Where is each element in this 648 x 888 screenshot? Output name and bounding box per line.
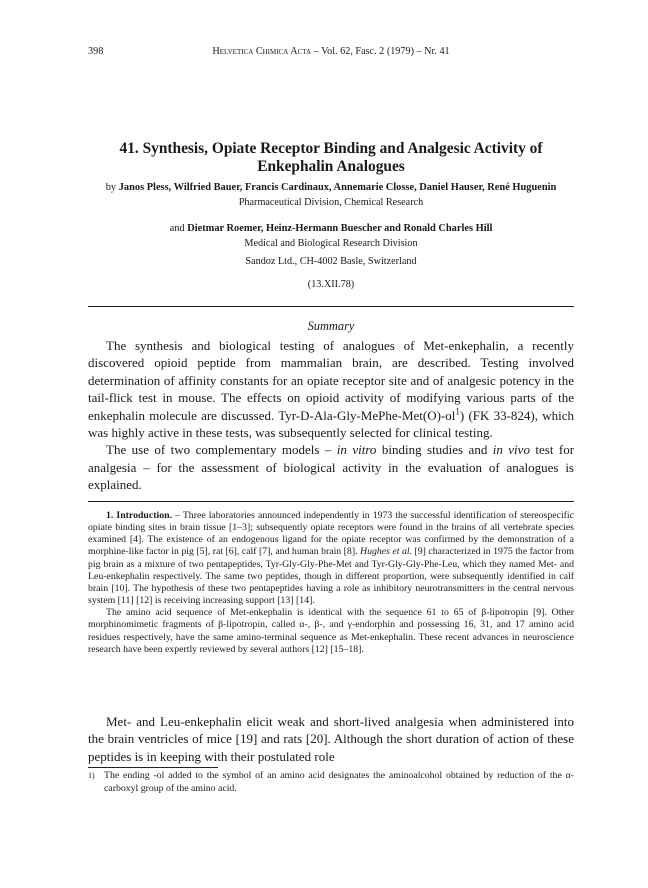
footnote-text: The ending -ol added to the symbol of an amino acid designates the aminoalcohol obtained by reduction of the α-carboxyl group of the amino acid. <box>104 770 574 794</box>
affiliation-address: Sandoz Ltd., CH-4002 Basle, Switzerland <box>245 256 417 267</box>
affiliation-2: Medical and Biological Research Division <box>244 238 418 249</box>
footnote-mark: 1) <box>88 771 95 780</box>
author-names-1: Janos Pless, Wilfried Bauer, Francis Cardinaux, Annemarie Closse, Daniel Hauser, René Huguenin <box>118 182 557 193</box>
section-heading: 1. Introduction. <box>106 510 173 521</box>
summary-top-rule <box>88 306 574 307</box>
summary-heading: Summary <box>307 319 355 333</box>
page-number: 398 <box>88 46 104 57</box>
body-text <box>88 713 574 765</box>
article-title <box>88 140 574 176</box>
summary-paragraph-1: The synthesis and biological testing of analogues of Met-enkephalin, a recently discovered opioid peptide from mammalian brain, are described. Testing involved determination of affinity constants for an opiate receptor site and of analgesic potency in the tail-flick test in mouse. The effects on opioid activity of modifying various parts of the enkephalin molecule are discussed. Tyr-$D-Ala-Gly-MePhe-Met(O)-ol^1$) (FK 33-824), which was highly active in these tests, was subsequently selected for clinical testing. <box>88 338 574 441</box>
journal-name: Helvetica Chimica Acta <box>212 46 312 57</box>
intro-paragraph-2: The amino acid sequence of Met-enkephalin is identical with the sequence 61 to 65 of β-lipotropin [9]. Other morphinomimetic fragments of β-lipotropin, called α-, β-, and γ-endorphin and possessing 16, 31, and 17 amino acid residues respectively, have the same amino-terminal sequence as Met-enkephalin. These recent advances in neuroscience research have been expertly reviewed by several authors [12] [15–18]. <box>88 607 574 655</box>
journal-citation <box>88 46 574 57</box>
author-prefix: by <box>105 182 119 193</box>
journal-issue: – Vol. 62, Fasc. 2 (1979) – Nr. 41 <box>311 46 450 57</box>
body-paragraph-1: Met- and Leu-enkephalin elicit weak and short-lived analgesia when administered into the brain ventricles of mice [19] and rats [20]. Although the short duration of action of these peptides is in keeping with their postulated role <box>88 714 574 764</box>
intro-paragraph-1: 1. Introduction. – Three laboratories announced independently in 1973 the successful identification of stereospecific opiate binding sites in brain tissue [1–3]; subsequently opiate receptors were found in the brains of all vertebrate species examined [4]. The existence of an endogenous ligand for the opiate receptor was confirmed by the demonstration of a morphine-like factor in pig [5], rat [6], calf [7], and human brain [8]. Hughes et al. [9] characterized in 1975 the factor from pig brain as a mixture of two pentapeptides, Tyr-Gly-Gly-Phe-Met and Tyr-Gly-Gly-Phe-Leu, which they named Met- and Leu-enkephalin respectively. The same two peptides, though in different proportion, were subsequently identified in calf brain [10]. The hypothesis of these two pentapeptides having a role as inhibitory neurotransmitters in the central nervous system [11] [12] is receiving increasing support [13] [14]. <box>88 510 575 607</box>
title-line-2: Enkephalin Analogues <box>257 158 405 175</box>
summary-paragraph-2: The use of two complementary models – in vitro binding studies and in vivo test for analgesia – for the assessment of biological activity in the evaluation of analogues is explained. <box>88 442 575 493</box>
introduction-section <box>88 510 574 656</box>
author-list-1 <box>88 181 574 195</box>
affiliation-1: Pharmaceutical Division, Chemical Research <box>238 197 424 208</box>
summary-text <box>88 337 574 494</box>
author-prefix-2: and <box>169 223 188 234</box>
author-names-2: Dietmar Roemer, Heinz-Hermann Buescher and Ronald Charles Hill <box>187 223 493 234</box>
title-line-1: 41. Synthesis, Opiate Receptor Binding and Analgesic Activity of <box>119 140 543 157</box>
author-list-2 <box>88 222 574 236</box>
received-date: (13.XII.78) <box>307 279 355 290</box>
summary-bottom-rule <box>88 501 574 502</box>
running-header <box>88 46 574 60</box>
footnote <box>88 770 574 795</box>
footnote-rule <box>88 767 218 768</box>
